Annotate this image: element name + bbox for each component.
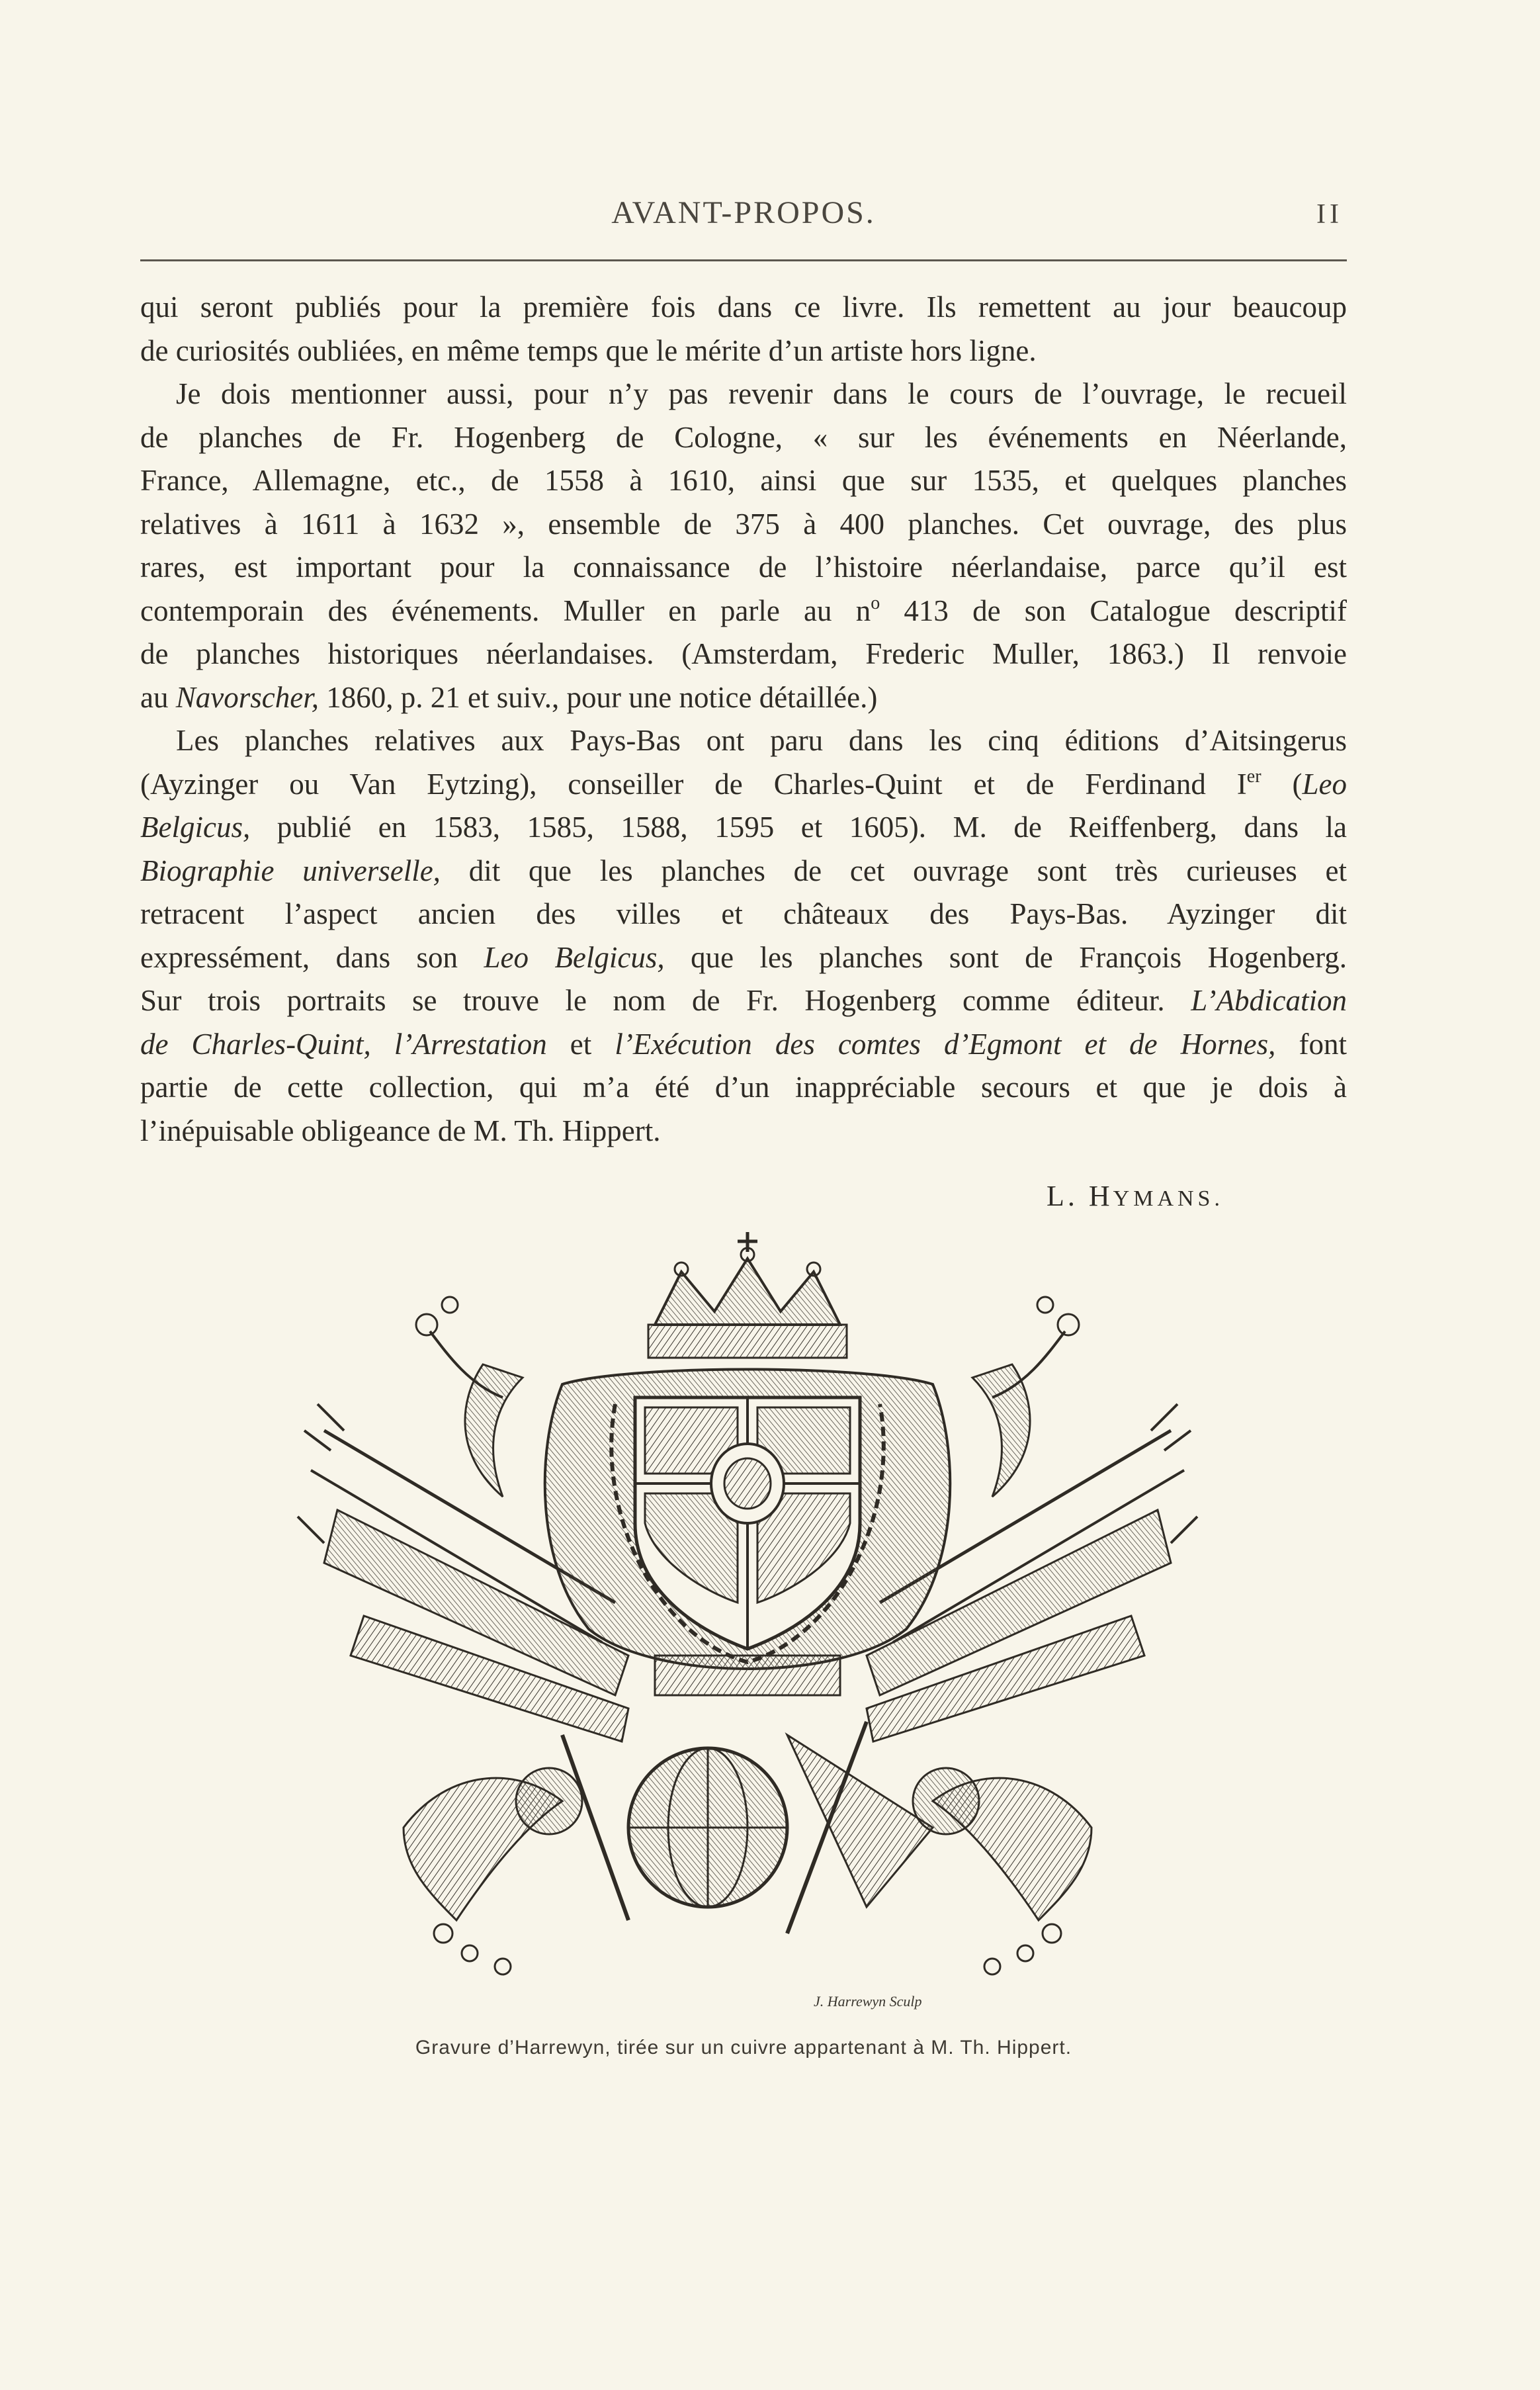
text-line [140, 979, 1347, 1023]
text-run: (Ayzinger ou Van Eytzing), conseiller de Charles-Quint et de Ferdinand I [140, 767, 1247, 801]
text-run: font [1275, 1027, 1347, 1061]
text-run: et [546, 1027, 615, 1061]
heraldic-engraving [284, 1232, 1211, 2013]
engraver-signature: J. Harrewyn Sculp [814, 1993, 922, 2010]
text-line [140, 936, 1347, 980]
italic-title: de Charles-Quint, l’Arrestation [140, 1027, 547, 1061]
superscript: o [871, 592, 880, 613]
text-line [140, 676, 1347, 720]
text-line: Je dois mentionner aussi, pour n’y pas revenir dans le cours de l’ouvrage, le recueil [176, 377, 1347, 410]
text-line [140, 1023, 1347, 1067]
text-line: de planches de Fr. Hogenberg de Cologne, « sur les événements en Néerlande, [140, 420, 1347, 454]
italic-title: Leo [1302, 767, 1347, 801]
paragraph-2 [140, 373, 1347, 719]
paragraph-1 [140, 286, 1347, 373]
text-run: contemporain des événements. Muller en parle au n [140, 594, 871, 627]
text-line: retracent l’aspect ancien des villes et châteaux des Pays-Bas. Ayzinger dit [140, 897, 1347, 930]
header-rule [140, 259, 1347, 261]
text-line: l’inépuisable obligeance de M. Th. Hippert. [140, 1114, 661, 1147]
italic-title: Leo Belgicus, [484, 940, 665, 974]
text-line: France, Allemagne, etc., de 1558 à 1610, ainsi que sur 1535, et quelques planches [140, 464, 1347, 497]
body-text [140, 286, 1347, 1153]
text-run: expressément, dans son [140, 940, 484, 974]
text-line: rares, est important pour la connaissance de l’histoire néerlandaise, parce qu’il est [140, 551, 1347, 584]
signature-initial: L. H [1047, 1180, 1113, 1212]
page-header [140, 195, 1347, 241]
text-run: Sur trois portraits se trouve le nom de Fr. Hogenberg comme éditeur. [140, 984, 1191, 1017]
signature-smallcaps: YMANS. [1113, 1186, 1224, 1211]
text-line: de curiosités oubliées, en même temps que le mérite d’un artiste hors ligne. [140, 333, 1037, 367]
foliage-right-icon [972, 1297, 1079, 1497]
figure-caption: Gravure d’Harrewyn, tirée sur un cuivre appartenant à M. Th. Hippert. [415, 2037, 1072, 2058]
text-run: 1860, p. 21 et suiv., pour une notice détaillée.) [318, 680, 878, 714]
author-signature [1047, 1179, 1224, 1213]
italic-title: Belgicus, [140, 811, 251, 844]
text-line: partie de cette collection, qui m’a été d’un inappréciable secours et que je dois à [140, 1071, 1347, 1104]
text-line [140, 763, 1347, 807]
page-number: II [1316, 199, 1343, 230]
crown-icon [648, 1232, 847, 1358]
text-line: qui seront publiés pour la première fois dans ce livre. Ils remettent au jour beaucoup [140, 290, 1347, 324]
text-line: de planches historiques néerlandaises. (Amsterdam, Frederic Muller, 1863.) Il renvoie [140, 637, 1347, 670]
text-run: que les planches sont de François Hogenberg. [664, 940, 1348, 974]
foliage-left-icon [416, 1297, 523, 1497]
text-run: 413 de son Catalogue descriptif [880, 594, 1347, 627]
paragraph-3 [140, 719, 1347, 1153]
text-run: ( [1261, 767, 1303, 801]
text-line [140, 806, 1347, 850]
text-line: relatives à 1611 à 1632 », ensemble de 375 à 400 planches. Cet ouvrage, des plus [140, 507, 1347, 541]
italic-title: Biographie universelle, [140, 854, 441, 887]
text-line: Les planches relatives aux Pays-Bas ont paru dans les cinq éditions d’Aitsingerus [176, 724, 1347, 757]
text-run: publié en 1583, 1585, 1588, 1595 et 1605). M. de Reiffenberg, dans la [250, 811, 1347, 844]
running-title: AVANT-PROPOS. [611, 195, 876, 230]
italic-title: Navorscher, [175, 680, 319, 714]
text-line [140, 850, 1347, 893]
italic-title: L’Abdication [1191, 984, 1347, 1017]
superscript: er [1246, 766, 1262, 787]
italic-title: l’Exécution des comtes d’Egmont et de Hornes, [615, 1027, 1276, 1061]
text-run: au [140, 680, 176, 714]
text-run: dit que les planches de cet ouvrage sont très curieuses et [440, 854, 1347, 887]
text-line [140, 590, 1347, 633]
